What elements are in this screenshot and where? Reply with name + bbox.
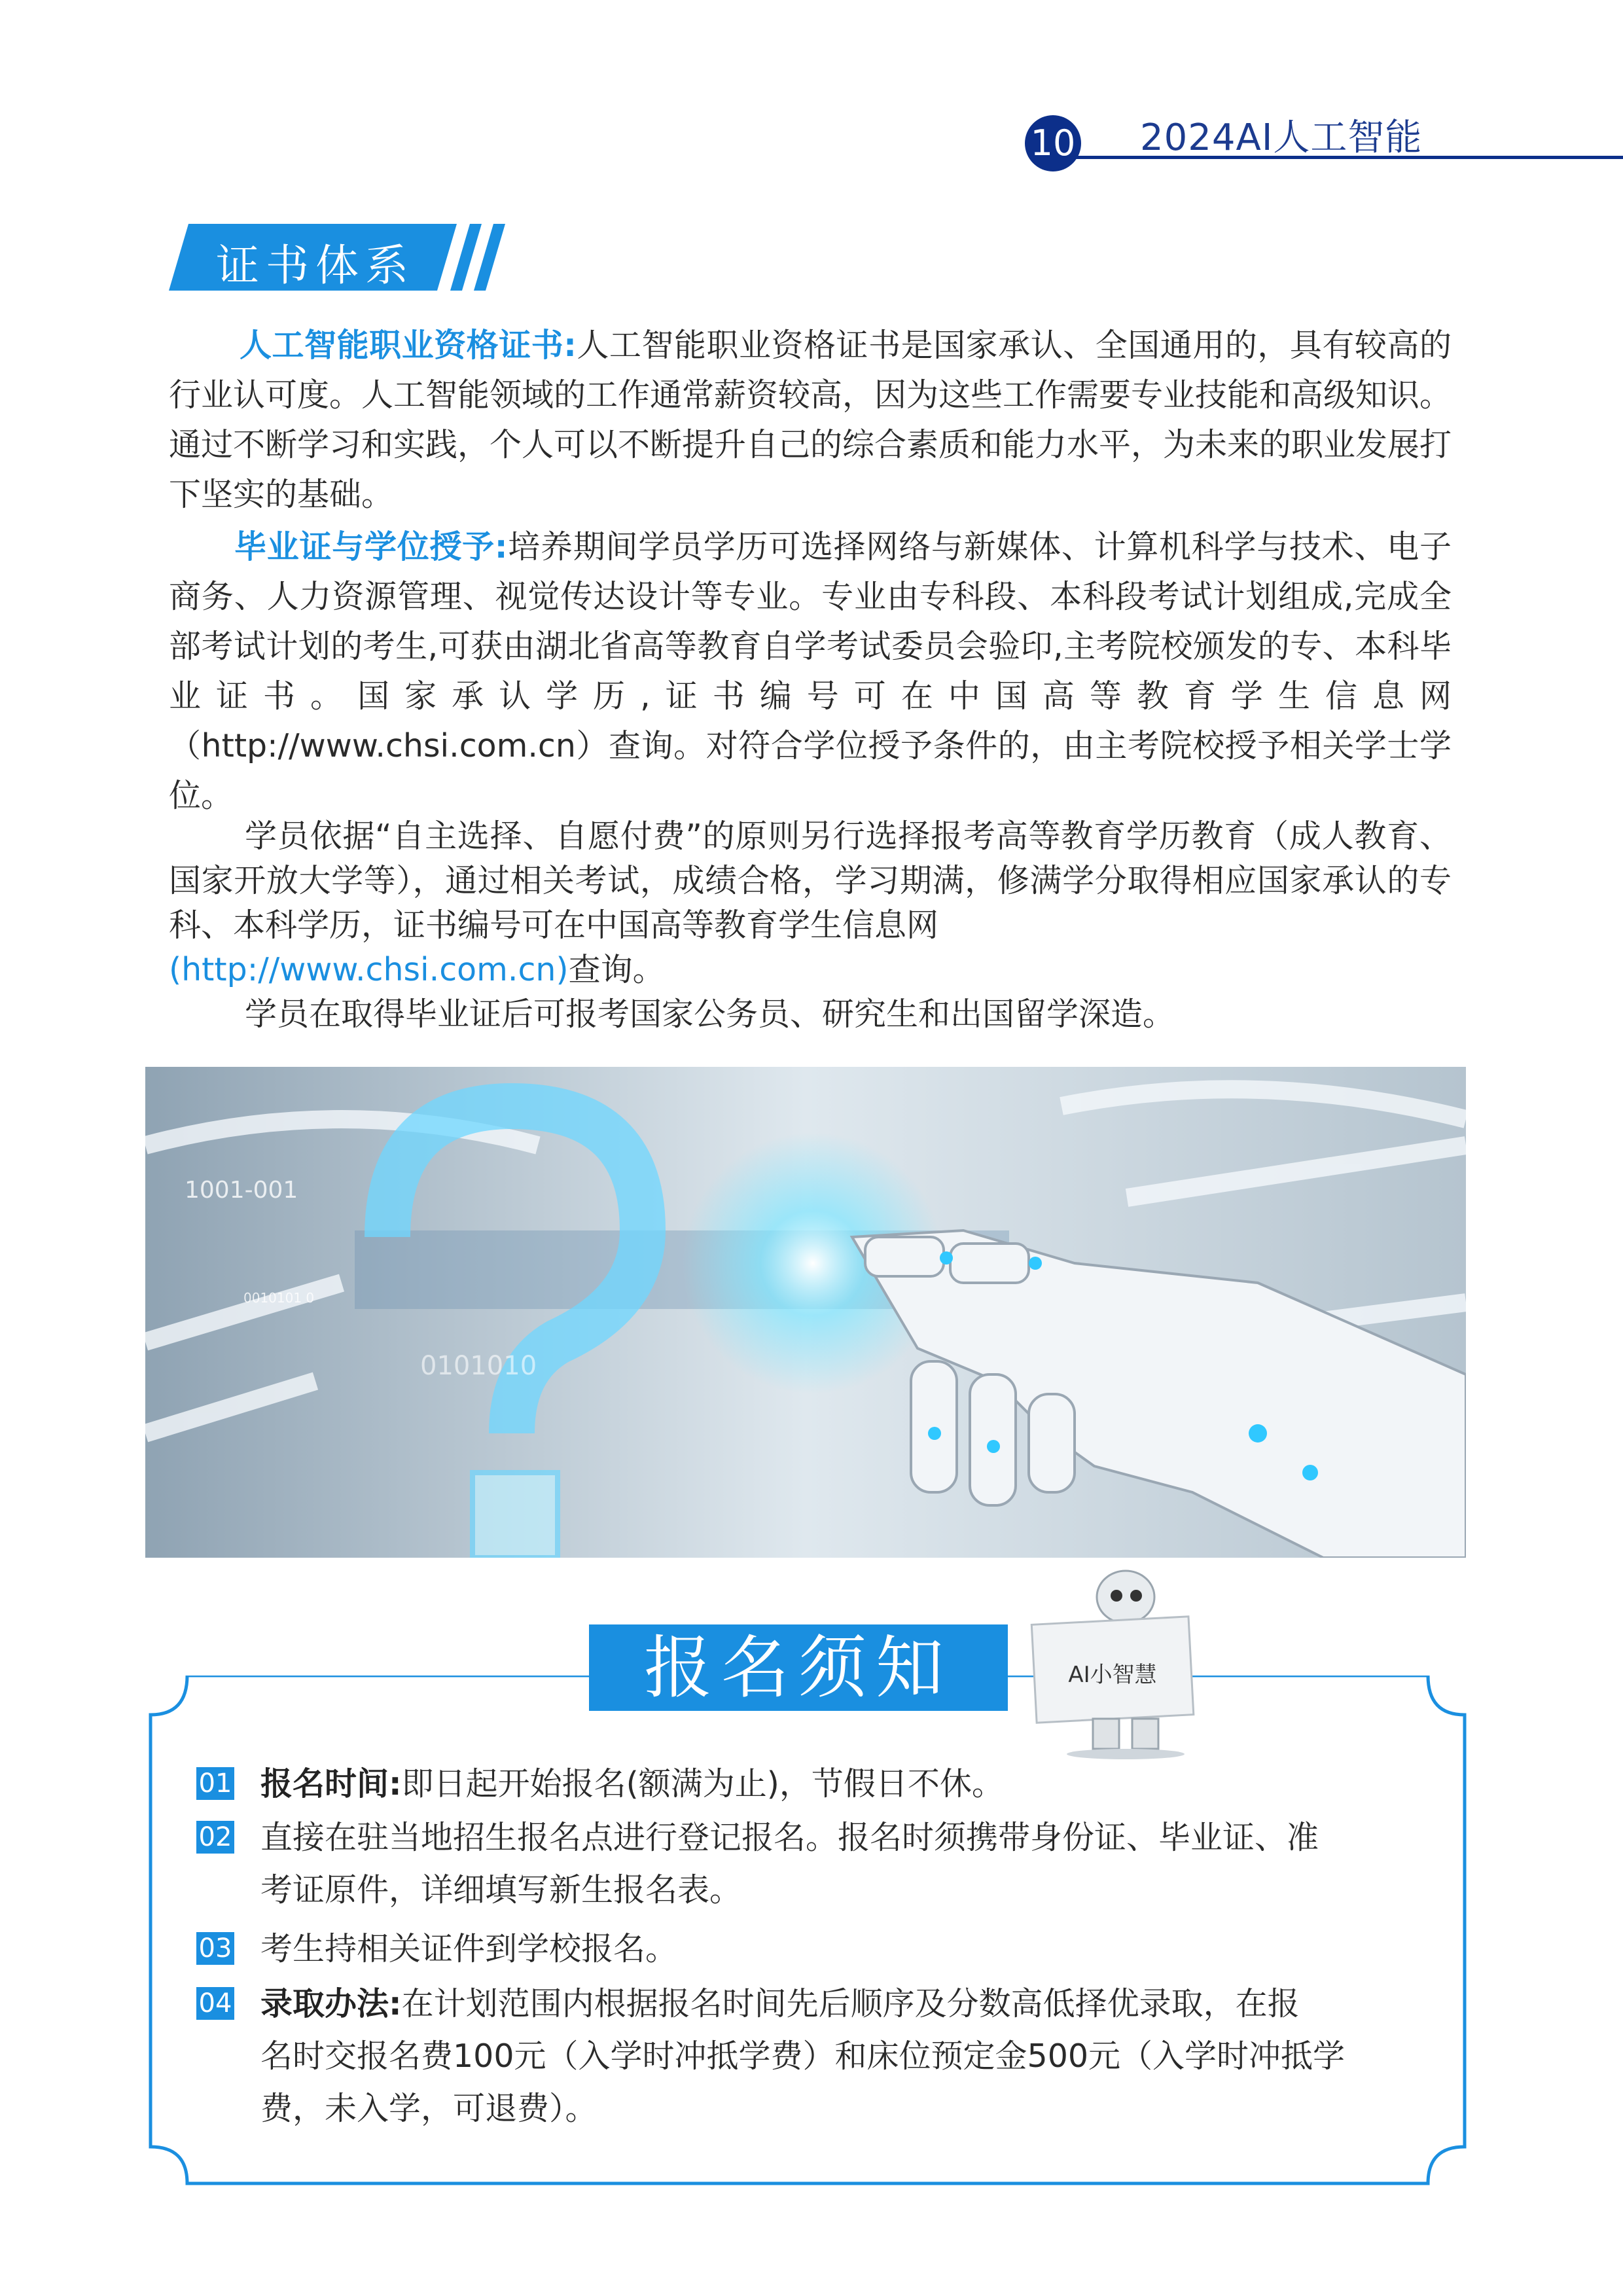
registration-item-3 xyxy=(196,1923,1440,1975)
mascot-label: AI小智慧 xyxy=(1068,1662,1157,1688)
registration-title: 报名须知 xyxy=(643,1628,953,1708)
binary-text-3: 0101010 xyxy=(420,1351,537,1381)
paragraph-diploma xyxy=(169,522,1452,821)
graduate-options-text: 学员在取得毕业证后可报考国家公务员、研究生和出国留学深造。 xyxy=(245,996,1175,1033)
robot-mascot-icon xyxy=(1021,1564,1204,1761)
section-title: 证书体系 xyxy=(216,240,415,291)
item-4-text: 在计划范围内根据报名时间先后顺序及分数高低择优录取，在报 xyxy=(401,1985,1300,2022)
page-number-badge: 10 xyxy=(1025,115,1081,171)
item-number-badge: 03 xyxy=(196,1932,234,1965)
diploma-heading: 毕业证与学位授予: xyxy=(234,528,508,565)
binary-text-1: 1001-001 xyxy=(185,1177,298,1204)
diploma-text: 培养期间学员学历可选择网络与新媒体、计算机科学与技术、电子商务、人力资源管理、视觉传达设计等专业。专业由专科段、本科段考试计划组成,完成全部考试计划的考生,可获由湖北省高等教育自学考试委员会验印,主考院校颁发的专、本科毕业证书。国家承认学历,证书编号可在中国高等教育学生信息网（http://www.chsi.com.cn）查询。对符合学位授予条件的，由主考院校授予相关学士学位。 xyxy=(169,528,1452,814)
item-4-text-line3: 费，未入学，可退费）。 xyxy=(260,2090,597,2127)
registration-item-2 xyxy=(196,1812,1440,1916)
item-number-badge: 02 xyxy=(196,1821,234,1854)
item-4-heading: 录取办法: xyxy=(260,1985,402,2022)
registration-item-4 xyxy=(196,1978,1440,2135)
item-number-badge: 04 xyxy=(196,1987,234,2020)
binary-text-2: 0010101 0 xyxy=(243,1290,315,1306)
paragraph-qualification xyxy=(169,321,1452,520)
paragraph-graduate-options xyxy=(169,990,1452,1039)
further-education-tail: 查询。 xyxy=(568,951,665,988)
item-1-text: 即日起开始报名(额满为止)，节假日不休。 xyxy=(401,1765,1004,1803)
item-number-badge: 01 xyxy=(196,1767,234,1800)
header-title: 2024AI人工智能 xyxy=(1140,117,1423,159)
robot-hand-question-mark-image xyxy=(145,1067,1466,1558)
qualification-heading: 人工智能职业资格证书: xyxy=(240,327,577,364)
further-education-text: 学员依据“自主选择、自愿付费”的原则另行选择报考高等教育学历教育（成人教育、国家开放大学等），通过相关考试，成绩合格，学习期满，修满学分取得相应国家承认的专科、本科学历，证书编号可在中国高等教育学生信息网 xyxy=(169,817,1452,944)
item-1-heading: 报名时间: xyxy=(260,1765,402,1803)
item-2-text-line2: 考证原件，详细填写新生报名表。 xyxy=(260,1871,742,1909)
paragraph-further-education xyxy=(169,814,1452,992)
qualification-text: 人工智能职业资格证书是国家承认、全国通用的，具有较高的行业认可度。人工智能领域的工作通常薪资较高，因为这些工作需要专业技能和高级知识。通过不断学习和实践，个人可以不断提升自己的综合素质和能力水平，为未来的职业发展打下坚实的基础。 xyxy=(169,327,1452,513)
item-3-text: 考生持相关证件到学校报名。 xyxy=(260,1930,678,1967)
item-4-text-line2: 名时交报名费100元（入学时冲抵学费）和床位预定金500元（入学时冲抵学 xyxy=(260,2037,1346,2075)
item-2-text: 直接在驻当地招生报名点进行登记报名。报名时须携带身份证、毕业证、准 xyxy=(260,1819,1319,1856)
registration-item-1 xyxy=(196,1758,1440,1810)
chsi-link[interactable]: (http://www.chsi.com.cn) xyxy=(169,951,569,988)
